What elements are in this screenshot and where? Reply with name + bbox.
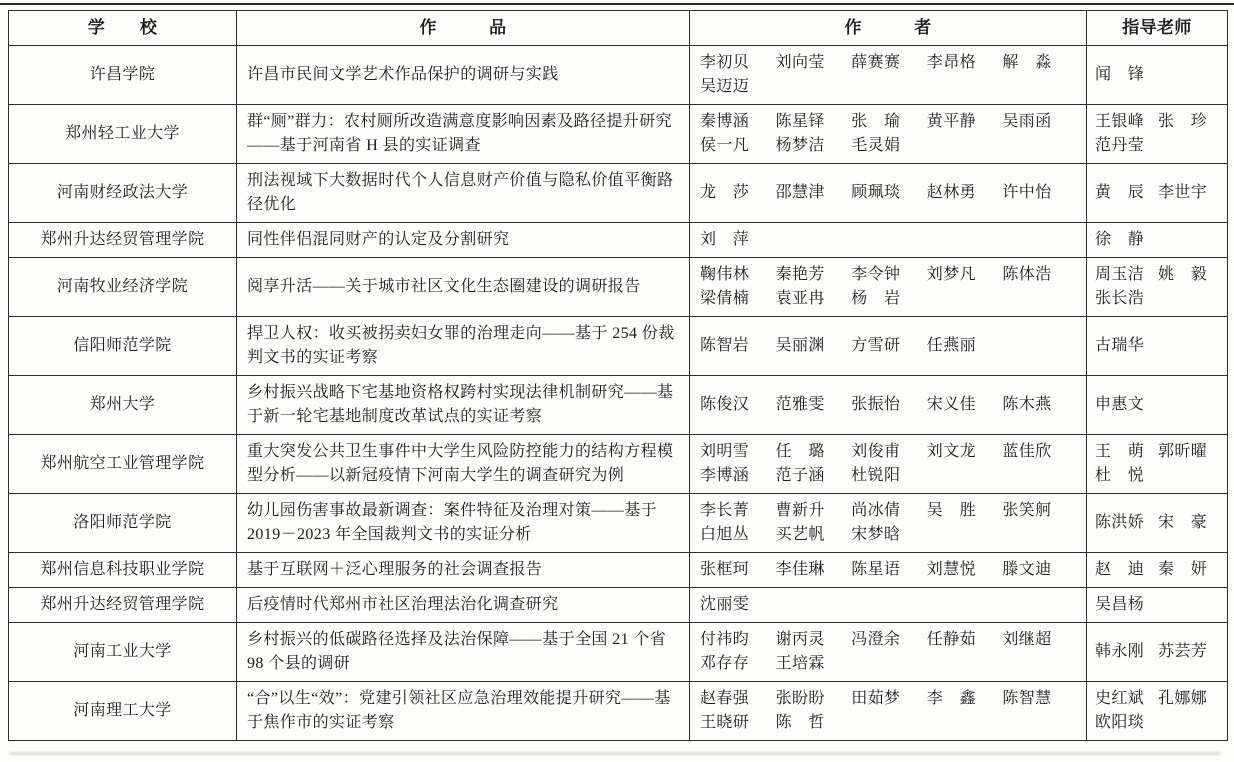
work-title: 乡村振兴战略下宅基地资格权跨村实现法律机制研究——基于新一轮宅基地制度改革试点的实证考察: [247, 384, 674, 425]
col-header-work: 作 品: [237, 11, 690, 46]
author-name: 付祎昀: [700, 631, 750, 648]
authors-cell: [690, 682, 1087, 741]
advisors-list: [1095, 181, 1219, 205]
work-title: 阅享升活——关于城市社区文化生态圈建设的调研报告: [247, 278, 641, 295]
advisor-name: 秦 妍: [1158, 561, 1208, 578]
author-name: 冯澄余: [851, 631, 901, 648]
authors-cell: [690, 623, 1087, 682]
work-title: 同性伴侣混同财产的认定及分割研究: [247, 231, 510, 248]
author-name: 杨 岩: [851, 290, 901, 307]
work-cell: [237, 46, 690, 105]
advisor-name: 陈洪娇: [1095, 514, 1145, 531]
author-name: 任静茹: [926, 631, 976, 648]
advisor-name: 史红斌: [1095, 690, 1145, 707]
work-cell: [237, 682, 690, 741]
advisors-list: [1095, 640, 1219, 664]
advisors-list: [1095, 511, 1219, 535]
author-name: 龙 莎: [700, 184, 750, 201]
school-name: 河南理工大学: [73, 702, 172, 719]
author-name: 解 淼: [1002, 54, 1052, 71]
authors-list: [700, 628, 1076, 676]
table-row: [9, 317, 1228, 376]
work-title: 群“厕”群力：农村厕所改造满意度影响因素及路径提升研究——基于河南省 H 县的实证调查: [247, 113, 673, 154]
author-name: 白旭丛: [700, 526, 750, 543]
author-name: 刘 萍: [700, 231, 750, 248]
authors-list: [700, 393, 1076, 417]
advisors-list: [1095, 63, 1219, 87]
authors-cell: [690, 46, 1087, 105]
advisor-name: 姚 毅: [1158, 266, 1208, 283]
author-name: 陈星铎: [775, 113, 825, 130]
authors-list: [700, 499, 1076, 547]
author-name: 刘继超: [1002, 631, 1052, 648]
page-top-rule: [0, 3, 1234, 5]
school-cell: [9, 623, 237, 682]
author-name: 任燕丽: [926, 337, 976, 354]
work-title: 许昌市民间文学艺术作品保护的调研与实践: [247, 66, 559, 83]
col-header-authors: 作 者: [690, 11, 1087, 46]
advisors-cell: [1087, 553, 1228, 588]
author-name: 滕文迪: [1002, 561, 1052, 578]
advisors-list: [1095, 593, 1219, 617]
authors-list: [700, 51, 1076, 99]
authors-cell: [690, 258, 1087, 317]
advisor-name: 苏芸芳: [1158, 643, 1208, 660]
advisor-name: 闻 锋: [1095, 66, 1145, 83]
table-row: [9, 623, 1228, 682]
author-name: 陈木燕: [1002, 396, 1052, 413]
author-name: 刘明雪: [700, 443, 750, 460]
school-name: 郑州航空工业管理学院: [40, 455, 205, 472]
author-name: 杨梦洁: [775, 137, 825, 154]
author-name: 曹新升: [775, 502, 825, 519]
school-cell: [9, 105, 237, 164]
school-cell: [9, 317, 237, 376]
work-title: 重大突发公共卫生事件中大学生风险防控能力的结构方程模型分析——以新冠疫情下河南大学生的调查研究为例: [247, 443, 674, 484]
work-cell: [237, 223, 690, 258]
authors-list: [700, 440, 1076, 488]
advisor-name: 李世宇: [1158, 184, 1208, 201]
author-name: 邓存存: [700, 655, 750, 672]
advisor-name: 欧阳琰: [1095, 714, 1145, 731]
col-header-advisors: 指导老师: [1087, 11, 1228, 46]
author-name: 方雪研: [851, 337, 901, 354]
author-name: 梁倩楠: [700, 290, 750, 307]
work-cell: [237, 258, 690, 317]
author-name: 刘慧悦: [926, 561, 976, 578]
author-name: 李令钟: [851, 266, 901, 283]
work-title: 乡村振兴的低碳路径选择及法治保障——基于全国 21 个省 98 个县的调研: [247, 631, 667, 672]
advisors-cell: [1087, 682, 1228, 741]
advisors-list: [1095, 687, 1219, 735]
authors-list: [700, 687, 1076, 735]
author-name: 刘文龙: [926, 443, 976, 460]
advisors-list: [1095, 440, 1219, 488]
advisors-cell: [1087, 46, 1228, 105]
advisors-cell: [1087, 494, 1228, 553]
advisors-cell: [1087, 623, 1228, 682]
work-cell: [237, 164, 690, 223]
advisors-cell: [1087, 258, 1228, 317]
author-name: 袁亚冉: [775, 290, 825, 307]
author-name: 秦艳芳: [775, 266, 825, 283]
work-cell: [237, 623, 690, 682]
advisor-name: 赵 迪: [1095, 561, 1145, 578]
table-row: [9, 435, 1228, 494]
school-name: 河南牧业经济学院: [56, 278, 189, 295]
author-name: 刘俊甫: [851, 443, 901, 460]
advisor-name: 吴昌杨: [1095, 596, 1145, 613]
work-title: 刑法视域下大数据时代个人信息财产价值与隐私价值平衡路径优化: [247, 172, 674, 213]
author-name: 吴 胜: [926, 502, 976, 519]
author-name: 毛灵娟: [851, 137, 901, 154]
advisor-name: 张 珍: [1158, 113, 1208, 130]
advisor-name: 古瑞华: [1095, 337, 1145, 354]
advisor-name: 周玉洁: [1095, 266, 1145, 283]
author-name: 陈智岩: [700, 337, 750, 354]
work-cell: [237, 553, 690, 588]
school-name: 信阳师范学院: [73, 337, 172, 354]
advisor-name: 杜 悦: [1095, 467, 1145, 484]
author-name: 李昂格: [926, 54, 976, 71]
school-cell: [9, 682, 237, 741]
work-cell: [237, 376, 690, 435]
advisor-name: 申惠文: [1095, 396, 1145, 413]
table-row: [9, 553, 1228, 588]
table-row: [9, 588, 1228, 623]
school-name: 郑州升达经贸管理学院: [40, 231, 205, 248]
table-body: [9, 46, 1228, 741]
author-name: 宋梦晗: [851, 526, 901, 543]
awards-table: [8, 10, 1228, 741]
author-name: 陈俊汉: [700, 396, 750, 413]
author-name: 张盼盼: [775, 690, 825, 707]
advisors-cell: [1087, 105, 1228, 164]
authors-cell: [690, 494, 1087, 553]
school-cell: [9, 223, 237, 258]
advisors-list: [1095, 393, 1219, 417]
authors-cell: [690, 317, 1087, 376]
advisor-name: 徐 静: [1095, 231, 1145, 248]
table-row: [9, 46, 1228, 105]
col-header-school: 学 校: [9, 11, 237, 46]
school-name: 郑州大学: [89, 396, 156, 413]
author-name: 邵慧津: [775, 184, 825, 201]
work-cell: [237, 105, 690, 164]
author-name: 陈星语: [851, 561, 901, 578]
author-name: 吴雨函: [1002, 113, 1052, 130]
advisor-name: 王 萌: [1095, 443, 1145, 460]
school-name: 洛阳师范学院: [73, 514, 172, 531]
author-name: 蓝佳欣: [1002, 443, 1052, 460]
advisors-list: [1095, 558, 1219, 582]
work-cell: [237, 435, 690, 494]
author-name: 刘梦凡: [926, 266, 976, 283]
author-name: 侯一凡: [700, 137, 750, 154]
scan-edge-shadow: [10, 752, 1220, 755]
author-name: 薛赛赛: [851, 54, 901, 71]
author-name: 张笑舸: [1002, 502, 1052, 519]
author-name: 李佳琳: [775, 561, 825, 578]
authors-list: [700, 110, 1076, 158]
advisor-name: 孔娜娜: [1158, 690, 1208, 707]
author-name: 陈智慧: [1002, 690, 1052, 707]
authors-cell: [690, 435, 1087, 494]
author-name: 宋义佳: [926, 396, 976, 413]
author-name: 吴丽渊: [775, 337, 825, 354]
school-name: 许昌学院: [89, 66, 156, 83]
work-title: “合”以生“效”：党建引领社区应急治理效能提升研究——基于焦作市的实证考察: [247, 690, 671, 731]
author-name: 许中怡: [1002, 184, 1052, 201]
school-cell: [9, 46, 237, 105]
work-title: 后疫情时代郑州市社区治理法治化调查研究: [247, 596, 559, 613]
author-name: 田茹梦: [851, 690, 901, 707]
authors-cell: [690, 376, 1087, 435]
header-row: [9, 11, 1228, 46]
table-row: [9, 164, 1228, 223]
author-name: 李博涵: [700, 467, 750, 484]
author-name: 李长菁: [700, 502, 750, 519]
advisors-list: [1095, 228, 1219, 252]
school-name: 郑州信息科技职业学院: [40, 561, 205, 578]
authors-list: [700, 181, 1076, 205]
author-name: 买艺帆: [775, 526, 825, 543]
advisor-name: 韩永刚: [1095, 643, 1145, 660]
author-name: 尚冰倩: [851, 502, 901, 519]
table-row: [9, 223, 1228, 258]
work-title: 基于互联网＋泛心理服务的社会调查报告: [247, 561, 543, 578]
author-name: 张 瑜: [851, 113, 901, 130]
advisors-list: [1095, 110, 1219, 158]
author-name: 李初贝: [700, 54, 750, 71]
table-row: [9, 258, 1228, 317]
work-cell: [237, 317, 690, 376]
table-row: [9, 376, 1228, 435]
work-cell: [237, 588, 690, 623]
author-name: 王晓研: [700, 714, 750, 731]
school-cell: [9, 258, 237, 317]
work-title: 捍卫人权：收买被拐卖妇女罪的治理走向——基于 254 份裁判文书的实证考察: [247, 325, 675, 366]
work-cell: [237, 494, 690, 553]
advisors-list: [1095, 263, 1219, 311]
school-cell: [9, 376, 237, 435]
author-name: 李 鑫: [926, 690, 976, 707]
advisor-name: 张长浩: [1095, 290, 1145, 307]
table-header: [9, 11, 1228, 46]
authors-cell: [690, 588, 1087, 623]
author-name: 陈体浩: [1002, 266, 1052, 283]
table-row: [9, 682, 1228, 741]
author-name: 杜锐阳: [851, 467, 901, 484]
author-name: 王培霖: [775, 655, 825, 672]
author-name: 秦博涵: [700, 113, 750, 130]
table-row: [9, 494, 1228, 553]
authors-cell: [690, 223, 1087, 258]
author-name: 刘向莹: [775, 54, 825, 71]
author-name: 沈丽雯: [700, 596, 750, 613]
authors-cell: [690, 164, 1087, 223]
school-name: 郑州升达经贸管理学院: [40, 596, 205, 613]
school-cell: [9, 494, 237, 553]
school-cell: [9, 435, 237, 494]
advisors-list: [1095, 334, 1219, 358]
author-name: 张振怡: [851, 396, 901, 413]
authors-list: [700, 334, 1076, 358]
advisors-cell: [1087, 588, 1228, 623]
advisors-cell: [1087, 223, 1228, 258]
authors-cell: [690, 105, 1087, 164]
school-name: 河南工业大学: [73, 643, 172, 660]
advisor-name: 王银峰: [1095, 113, 1145, 130]
school-cell: [9, 553, 237, 588]
author-name: 赵春强: [700, 690, 750, 707]
table-row: [9, 105, 1228, 164]
authors-cell: [690, 553, 1087, 588]
author-name: 谢丙灵: [775, 631, 825, 648]
authors-list: [700, 593, 1076, 617]
author-name: 陈 哲: [775, 714, 825, 731]
author-name: 黄平静: [926, 113, 976, 130]
author-name: 张框珂: [700, 561, 750, 578]
advisor-name: 范丹莹: [1095, 137, 1145, 154]
author-name: 顾珮琰: [851, 184, 901, 201]
advisor-name: 郭昕曜: [1158, 443, 1208, 460]
author-name: 鞠伟林: [700, 266, 750, 283]
school-cell: [9, 588, 237, 623]
school-name: 郑州轻工业大学: [65, 125, 180, 142]
advisors-cell: [1087, 376, 1228, 435]
advisors-cell: [1087, 164, 1228, 223]
authors-list: [700, 228, 1076, 252]
author-name: 范子涵: [775, 467, 825, 484]
author-name: 赵林勇: [926, 184, 976, 201]
authors-list: [700, 558, 1076, 582]
school-name: 河南财经政法大学: [56, 184, 189, 201]
work-title: 幼儿园伤害事故最新调查：案件特征及治理对策——基于 2019－2023 年全国裁判文书的实证分析: [247, 502, 658, 543]
author-name: 范雅雯: [775, 396, 825, 413]
authors-list: [700, 263, 1076, 311]
advisor-name: 宋 豪: [1158, 514, 1208, 531]
author-name: 吴迈迈: [700, 78, 750, 95]
advisors-cell: [1087, 435, 1228, 494]
author-name: 任 璐: [775, 443, 825, 460]
advisor-name: 黄 辰: [1095, 184, 1145, 201]
school-cell: [9, 164, 237, 223]
advisors-cell: [1087, 317, 1228, 376]
